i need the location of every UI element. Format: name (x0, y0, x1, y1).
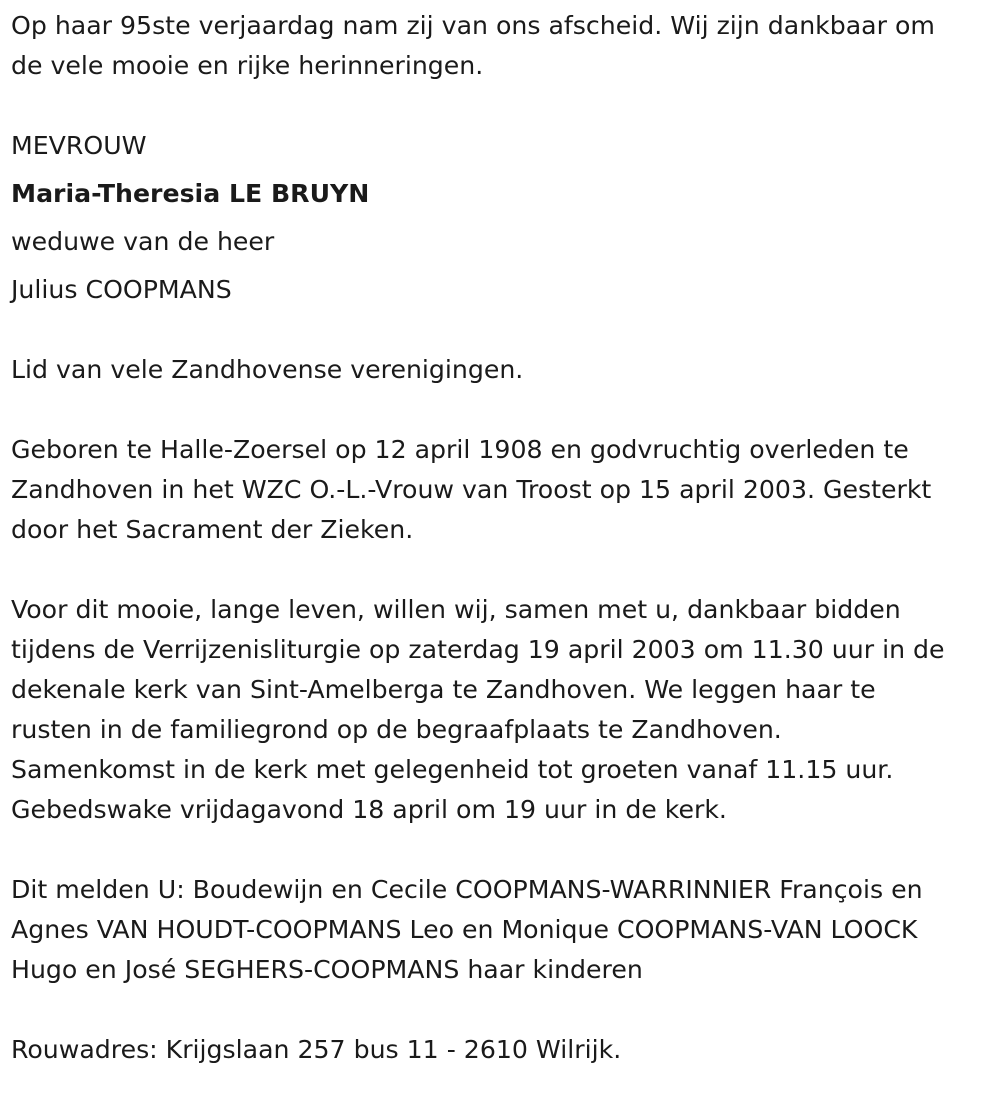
service-line: rusten in de familiegrond op de begraafplaats te Zandhoven. (11, 715, 782, 744)
title-mevrouw: MEVROUW (11, 131, 147, 160)
service-line: dekenale kerk van Sint-Amelberga te Zandhoven. We leggen haar te (11, 675, 876, 704)
intro-line: Op haar 95ste verjaardag nam zij van ons afscheid. Wij zijn dankbaar om (11, 11, 935, 40)
family-line: Dit melden U: Boudewijn en Cecile COOPMANS-WARRINNIER François en (11, 875, 923, 904)
widow-line: weduwe van de heer (11, 227, 275, 256)
birth-line: Zandhoven in het WZC O.-L.-Vrouw van Troost op 15 april 2003. Gesterkt (11, 475, 932, 504)
obituary-document (11, 6, 991, 1110)
family-line: Agnes VAN HOUDT-COOPMANS Leo en Monique COOPMANS-VAN LOOCK (11, 915, 918, 944)
birth-line: door het Sacrament der Zieken. (11, 515, 414, 544)
service-line: Samenkomst in de kerk met gelegenheid tot groeten vanaf 11.15 uur. (11, 755, 894, 784)
intro-paragraph (11, 6, 991, 86)
husband-name: Julius COOPMANS (11, 275, 232, 304)
membership-line: Lid van vele Zandhovense verenigingen. (11, 355, 524, 384)
service-line: tijdens de Verrijzenisliturgie op zaterdag 19 april 2003 om 11.30 uur in de (11, 635, 945, 664)
service-line: Gebedswake vrijdagavond 18 april om 19 uur in de kerk. (11, 795, 727, 824)
service-paragraph (11, 590, 991, 830)
service-line: Voor dit mooie, lange leven, willen wij, samen met u, dankbaar bidden (11, 595, 901, 624)
address-line: Rouwadres: Krijgslaan 257 bus 11 - 2610 Wilrijk. (11, 1035, 622, 1064)
birth-line: Geboren te Halle-Zoersel op 12 april 1908 en godvruchtig overleden te (11, 435, 909, 464)
family-line: Hugo en José SEGHERS-COOPMANS haar kinderen (11, 955, 643, 984)
birth-paragraph (11, 430, 991, 550)
intro-line: de vele mooie en rijke herinneringen. (11, 51, 484, 80)
deceased-name: Maria-Theresia LE BRUYN (11, 179, 370, 208)
family-paragraph (11, 870, 991, 990)
